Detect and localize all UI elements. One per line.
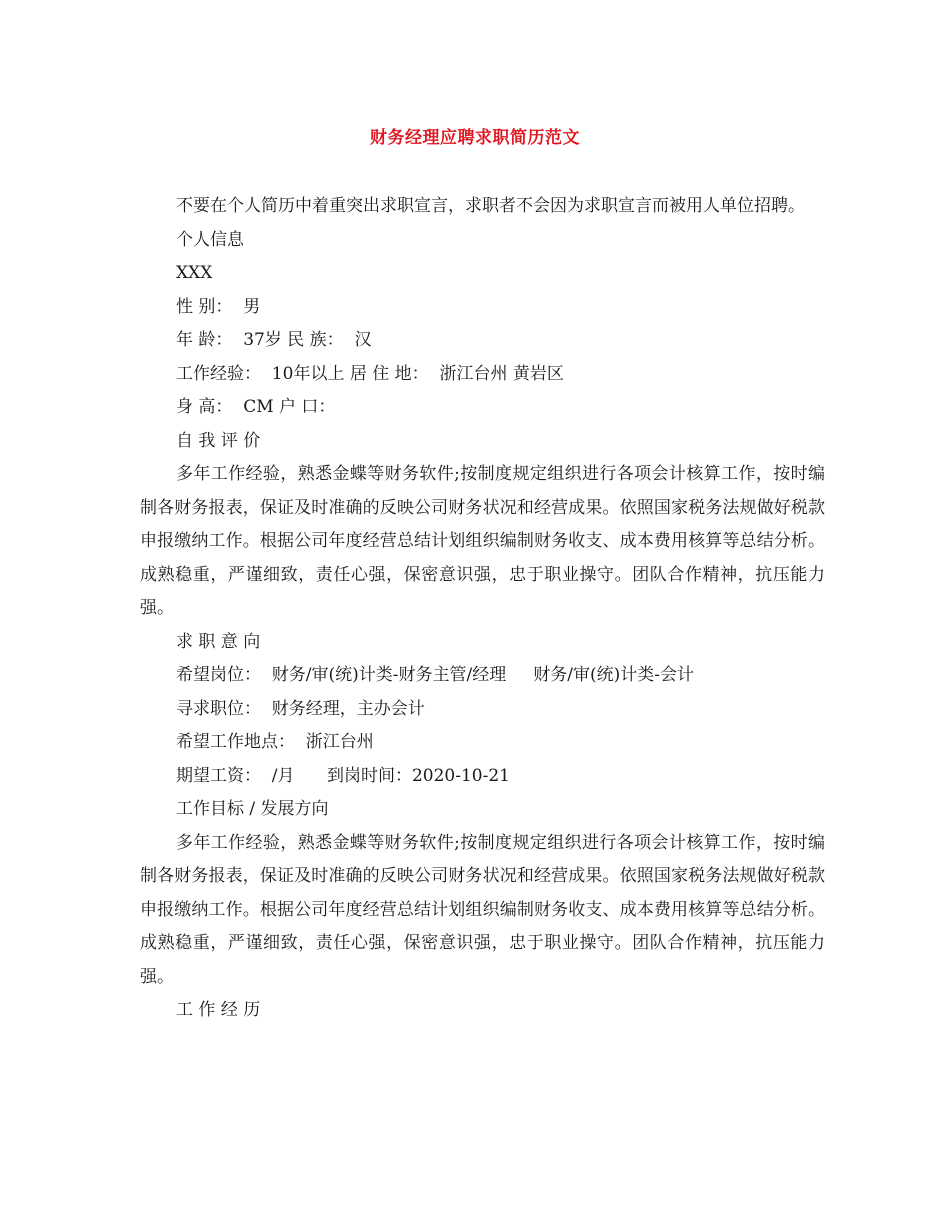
document-body: [140, 190, 825, 1028]
desired-location-line: 希望工作地点： 浙江台州: [176, 732, 374, 752]
goal-paragraph: 多年工作经验，熟悉金蝶等财务软件;按制度规定组织进行各项会计核算工作，按时编制各财务报表，保证及时准确的反映公司财务状况和经营成果。依照国家税务法规做好税款申报缴纳工作。根据公司年度经营总结计划组织编制财务收支、成本费用核算等总结分析。成熟稳重，严谨细致，责任心强，保密意识强，忠于职业操守。团队合作精神，抗压能力强。: [140, 832, 825, 987]
height-hukou-line: 身 高： CM 户 口：: [176, 397, 336, 417]
goal-heading: 工作目标 / 发展方向: [176, 799, 329, 819]
self-eval-heading: 自 我 评 价: [176, 430, 261, 451]
salary-date-line: 期望工资： /月 到岗时间：2020-10-21: [176, 765, 510, 786]
intro-paragraph: 不要在个人简历中着重突出求职宣言，求职者不会因为求职宣言而被用人单位招聘。: [176, 196, 805, 216]
name-line: XXX: [176, 263, 213, 283]
experience-residence-line: 工作经验： 10年以上 居 住 地： 浙江台州 黄岩区: [176, 363, 564, 384]
age-ethnicity-line: 年 龄： 37岁 民 族： 汉: [176, 330, 372, 350]
self-eval-paragraph: 多年工作经验，熟悉金蝶等财务软件;按制度规定组织进行各项会计核算工作，按时编制各财务报表，保证及时准确的反映公司财务状况和经营成果。依照国家税务法规做好税款申报缴纳工作。根据公司年度经营总结计划组织编制财务收支、成本费用核算等总结分析。成熟稳重，严谨细致，责任心强，保密意识强，忠于职业操守。团队合作精神，抗压能力强。: [140, 464, 825, 618]
document-title: 财务经理应聘求职简历范文: [370, 128, 580, 148]
desired-position-line: 希望岗位： 财务/审(统)计类-财务主管/经理 财务/审(统)计类-会计: [176, 665, 695, 685]
work-history-heading: 工 作 经 历: [176, 1000, 261, 1020]
job-intent-heading: 求 职 意 向: [176, 631, 261, 652]
gender-line: 性 别： 男: [176, 296, 261, 317]
personal-info-heading: 个人信息: [176, 229, 244, 250]
seeking-position-line: 寻求职位： 财务经理，主办会计: [176, 698, 425, 719]
